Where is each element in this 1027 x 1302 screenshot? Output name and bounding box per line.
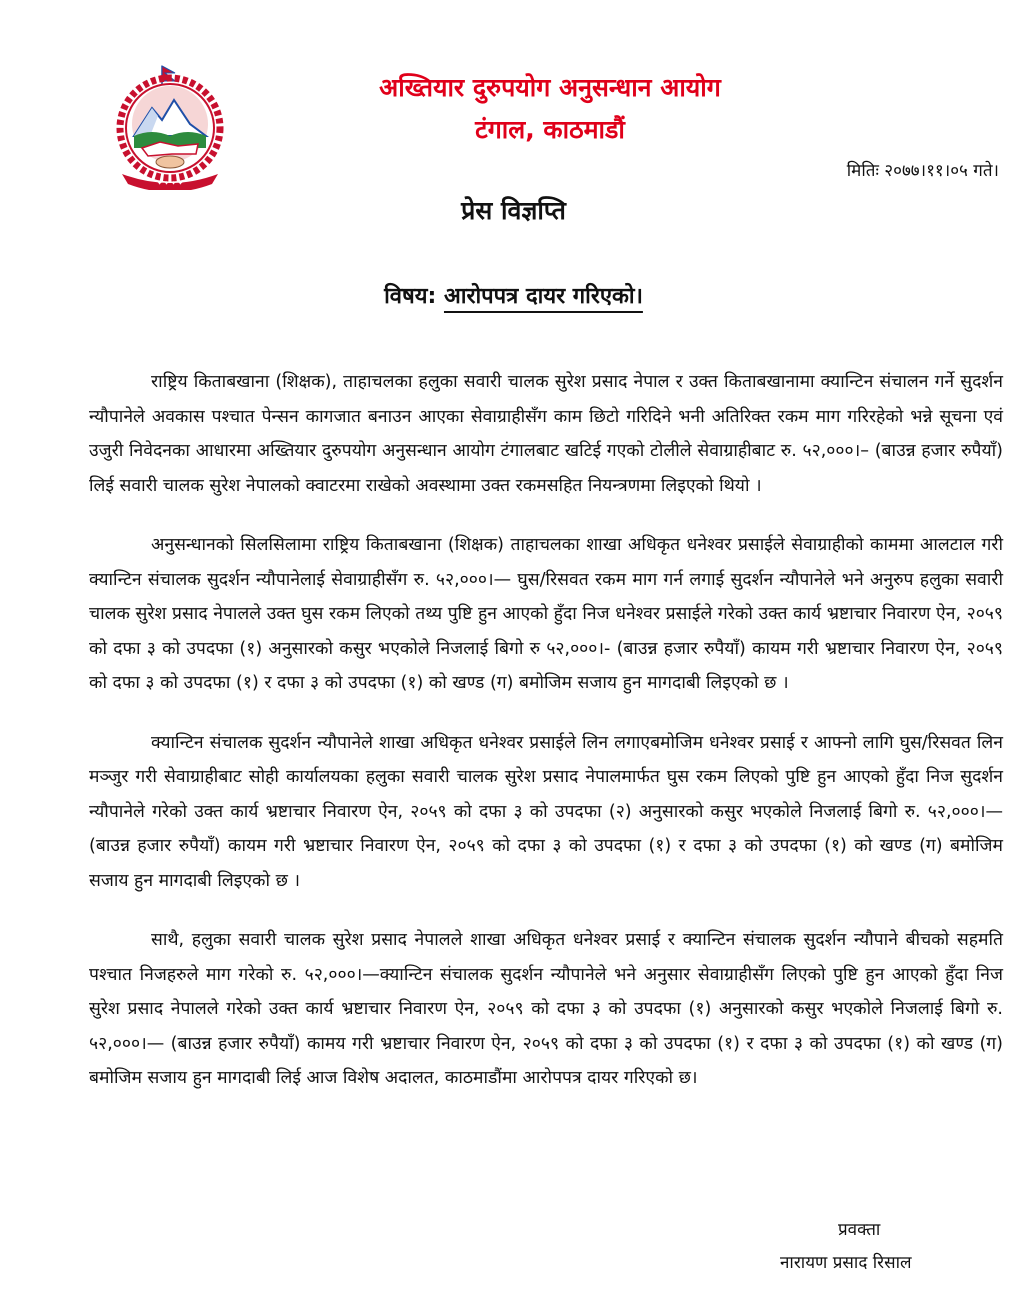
organization-name: अख्तियार दुरुपयोग अनुसन्धान आयोग <box>379 73 721 102</box>
spokesperson-title: प्रवक्ता <box>838 1220 881 1240</box>
press-release-body <box>89 365 1003 1121</box>
nepal-emblem-icon <box>112 62 228 190</box>
organization-location: टंगाल, काठमाडौं <box>475 115 625 144</box>
subject-value: आरोपपत्र दायर गरिएको। <box>443 284 643 309</box>
svg-text:✦ ✦ ✦ ✦: ✦ ✦ ✦ ✦ <box>157 180 183 187</box>
press-release-title: प्रेस विज्ञप्ति <box>461 196 566 225</box>
issue-date: मितिः २०७७।११।०५ गते। <box>846 161 999 181</box>
paragraph-2: अनुसन्धानको सिलसिलामा राष्ट्रिय किताबखाना (शिक्षक) ताहाचलका शाखा अधिकृत धनेश्वर प्रसाईले सेवाग्राहीको काममा आलटाल गरी क्यान्टिन संचालक सुदर्शन न्यौपानेलाई सेवाग्राहीसँग रु. ५२,०००।— घुस/रिसवत रकम माग गर्न लगाई सुदर्शन न्यौपानेले भने अनुरुप हलुका सवारी चालक सुरेश प्रसाद नेपालले उक्त घुस रकम लिएको तथ्य पुष्टि हुन आएको हुँदा निज धनेश्वर प्रसाईले गरेको उक्त कार्य भ्रष्टाचार निवारण ऐन, २०५९ को दफा ३ को उपदफा (१) अनुसारको कसुर भएकोले निजलाई बिगो रु ५२,०००।- (बाउन्न हजार रुपैयाँ) कायम गरी भ्रष्टाचार निवारण ऐन, २०५९ को दफा ३ को उपदफा (१) र दफा ३ को उपदफा (१) को खण्ड (ग) बमोजिम सजाय हुन मागदाबी लिइएको छ । <box>89 535 1003 693</box>
subject-label: विषय: <box>384 284 437 309</box>
subject-line <box>0 280 1027 310</box>
spokesperson-name: नारायण प्रसाद रिसाल <box>780 1253 912 1273</box>
paragraph-3: क्यान्टिन संचालक सुदर्शन न्यौपानेले शाखा अधिकृत धनेश्वर प्रसाईले लिन लगाएबमोजिम धनेश्वर प्रसाई र आफ्नो लागि घुस/रिसवत लिन मञ्जुर गरी सेवाग्राहीबाट सोही कार्यालयका हलुका सवारी चालक सुरेश प्रसाद नेपालमार्फत घुस रकम लिएको पुष्टि हुन आएको हुँदा निज सुदर्शन न्यौपानेले गरेको उक्त कार्य भ्रष्टाचार निवारण ऐन, २०५९ को दफा ३ को उपदफा (२) अनुसारको कसुर भएकोले निजलाई बिगो रु. ५२,०००।— (बाउन्न हजार रुपैयाँ) कायम गरी भ्रष्टाचार निवारण ऐन, २०५९ को दफा ३ को उपदफा (१) र दफा ३ को उपदफा (१) को खण्ड (ग) बमोजिम सजाय हुन मागदाबी लिइएको छ । <box>89 732 1003 891</box>
paragraph-4: साथै, हलुका सवारी चालक सुरेश प्रसाद नेपालले शाखा अधिकृत धनेश्वर प्रसाई र क्यान्टिन संचालक सुदर्शन न्यौपाने बीचको सहमति पश्चात निजहरुले माग गरेको रु. ५२,०००।—क्यान्टिन संचालक सुदर्शन न्यौपानेले भने अनुसार सेवाग्राहीसँग लिएको पुष्टि हुन आएको हुँदा निज सुरेश प्रसाद नेपालले गरेको उक्त कार्य भ्रष्टाचार निवारण ऐन, २०५९ को दफा ३ को उपदफा (१) अनुसारको कसुर भएकोले निजलाई बिगो रु. ५२,०००।— (बाउन्न हजार रुपैयाँ) कामय गरी भ्रष्टाचार निवारण ऐन, २०५९ को दफा ३ को उपदफा (१) र दफा ३ को उपदफा (१) को खण्ड (ग) बमोजिम सजाय हुन मागदाबी लिई आज विशेष अदालत, काठमाडौंमा आरोपपत्र दायर गरिएको छ। <box>89 930 1003 1088</box>
paragraph-1: राष्ट्रिय किताबखाना (शिक्षक), ताहाचलका हलुका सवारी चालक सुरेश प्रसाद नेपाल र उक्त किताबखानामा क्यान्टिन संचालन गर्ने सुदर्शन न्यौपानेले अवकास पश्चात पेन्सन कागजात बनाउन आएका सेवाग्राहीसँग काम छिटो गरिदिने भनी अतिरिक्त रकम माग गरिरहेको भन्ने सूचना एवं उजुरी निवेदनका आधारमा अख्तियार दुरुपयोग अनुसन्धान आयोग टंगालबाट खटिई गएको टोलीले सेवाग्राहीबाट रु. ५२,०००।– (बाउन्न हजार रुपैयाँ) लिई सवारी चालक सुरेश नेपालको क्वाटरमा राखेको अवस्थामा उक्त रकमसहित नियन्त्रणमा लिइएको थियो । <box>89 372 1003 496</box>
signature-block <box>780 1214 912 1280</box>
